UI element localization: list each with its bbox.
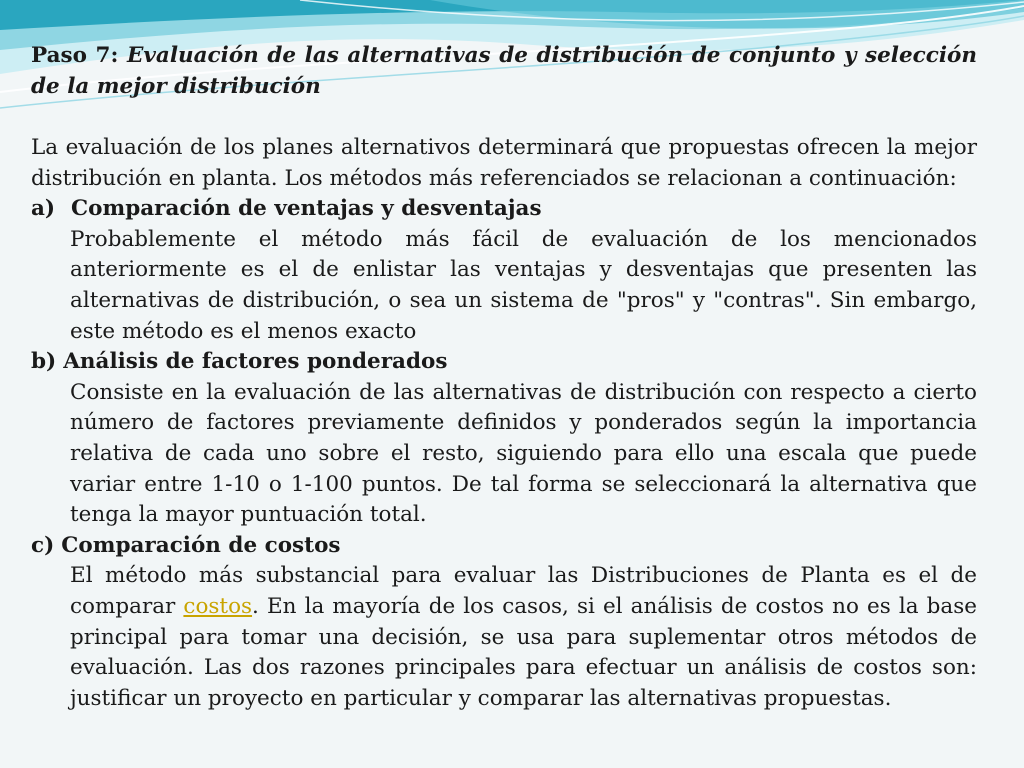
body-text-after-link: . En la mayoría de los casos, si el análisis de costos no es la base principal para tomar una decisión, se usa para suplementar otros métodos de evaluación. Las dos razones principales para efectuar un análisis de costos son: justificar un proyecto en particular y comparar las alternativas propuestas. <box>70 593 977 711</box>
spacer <box>31 102 977 133</box>
section-marker: a) <box>31 196 56 222</box>
section-c <box>31 531 977 715</box>
section-heading-text: Comparación de costos <box>61 532 341 558</box>
section-a <box>31 194 977 347</box>
slide-content <box>31 40 977 714</box>
body-text-before-link: El método más substancial para evaluar las Distribuciones de Planta es el de comparar <box>70 563 977 619</box>
costos-link[interactable]: costos <box>183 593 253 619</box>
section-heading-text: Comparación de ventajas y desventajas <box>71 196 542 222</box>
intro-paragraph: La evaluación de los planes alternativos determinará que propuestas ofrecen la mejor distribución en planta. Los métodos más referenciados se relacionan a continuación: <box>31 135 977 191</box>
slide-title <box>31 40 977 102</box>
section-heading <box>31 347 977 378</box>
section-body: Consiste en la evaluación de las alternativas de distribución con respecto a cierto número de factores previamente definidos y ponderados según la importancia relativa de cada uno sobre el resto, siguiendo para ello una escala que puede variar entre 1-10 o 1-100 puntos. De tal forma se seleccionará la alternativa que tenga la mayor puntuación total. <box>70 379 977 528</box>
title-step-label: Paso 7: <box>31 43 119 68</box>
section-body: Probablemente el método más fácil de evaluación de los mencionados anteriormente es el de enlistar las ventajas y desventajas que presenten las alternativas de distribución, o sea un sistema de "pros" y "contras". Sin embargo, este método es el menos exacto <box>70 226 977 344</box>
section-body <box>70 561 977 714</box>
section-marker: b) <box>31 349 57 375</box>
section-heading-text: Análisis de factores ponderados <box>63 349 448 375</box>
section-marker: c) <box>31 532 55 558</box>
section-heading <box>31 194 977 225</box>
section-b <box>31 347 977 531</box>
section-heading <box>31 531 977 562</box>
title-text: Evaluación de las alternativas de distribución de conjunto y selección de la mejor distribución <box>31 43 977 99</box>
